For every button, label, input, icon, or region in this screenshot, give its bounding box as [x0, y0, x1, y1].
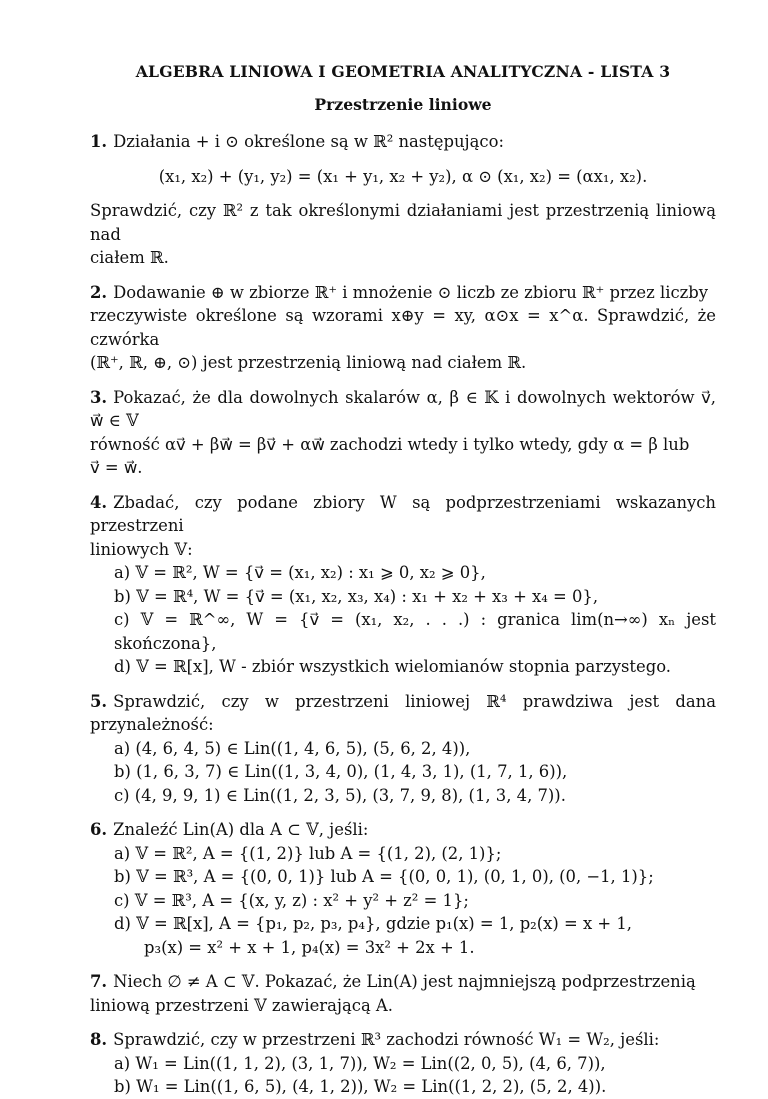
list-item: c) 𝕍 = ℝ³, A = {(x, y, z) : x² + y² + z² = 1}; [114, 890, 469, 910]
list-item: a) (4, 6, 4, 5) ∈ Lin((1, 4, 6, 5), (5, 6, 2, 4)), [114, 738, 471, 758]
problem-text: rzeczywiste określone są wzorami x⊕y = xy, α⊙x = x^α. Sprawdzić, że czwórka [90, 306, 716, 349]
problem-number: 5. [90, 691, 108, 711]
problem-number: 7. [90, 972, 108, 991]
problem-2 [90, 281, 716, 375]
problem-number: 2. [90, 282, 108, 302]
problem-number: 3. [90, 387, 108, 407]
problem-text: Sprawdzić, czy ℝ² z tak określonymi działaniami jest przestrzenią liniową nad [90, 201, 716, 244]
problem-text: równość αv⃗ + βw⃗ = βv⃗ + αw⃗ zachodzi wtedy i tylko wtedy, gdy α = β lub [90, 434, 690, 454]
list-item: a) 𝕍 = ℝ², A = {(1, 2)} lub A = {(1, 2), (2, 1)}; [114, 843, 502, 863]
list-item-continuation: p₃(x) = x² + x + 1, p₄(x) = 3x² + 2x + 1. [144, 937, 475, 957]
problem-6 [90, 818, 716, 959]
page-title: ALGEBRA LINIOWA I GEOMETRIA ANALITYCZNA - LISTA 3 [135, 62, 671, 81]
problem-3 [90, 386, 716, 480]
list-item: d) 𝕍 = ℝ[x], A = {p₁, p₂, p₃, p₄}, gdzie p₁(x) = 1, p₂(x) = x + 1, [114, 914, 632, 933]
display-equation: (x₁, x₂) + (y₁, y₂) = (x₁ + y₁, x₂ + y₂), α ⊙ (x₁, x₂) = (αx₁, x₂). [158, 166, 648, 186]
problem-5 [90, 690, 716, 808]
problem-text: Zbadać, czy podane zbiory W są podprzestrzeniami wskazanych przestrzeni [90, 492, 716, 535]
problem-text: Dodawanie ⊕ w zbiorze ℝ⁺ i mnożenie ⊙ liczb ze zbioru ℝ⁺ przez liczby [113, 282, 709, 302]
problem-text: (ℝ⁺, ℝ, ⊕, ⊙) jest przestrzenią liniową nad ciałem ℝ. [90, 353, 527, 372]
problem-number: 1. [90, 132, 108, 151]
problem-text: Znaleźć Lin(A) dla A ⊂ 𝕍, jeśli: [113, 820, 369, 839]
problem-text: Sprawdzić, czy w przestrzeni ℝ³ zachodzi równość W₁ = W₂, jeśli: [113, 1030, 660, 1049]
problem-text: Sprawdzić, czy w przestrzeni liniowej ℝ⁴ prawdziwa jest dana przynależność: [90, 691, 716, 734]
problem-text: ciałem ℝ. [90, 248, 169, 267]
problem-4 [90, 491, 716, 679]
problem-text: v⃗ = w⃗. [90, 458, 143, 477]
problem-text: Niech ∅ ≠ A ⊂ 𝕍. Pokazać, że Lin(A) jest najmniejszą podprzestrzenią [113, 972, 696, 991]
list-item: b) W₁ = Lin((1, 6, 5), (4, 1, 2)), W₂ = Lin((1, 2, 2), (5, 2, 4)). [114, 1077, 607, 1096]
problem-text: liniową przestrzeni 𝕍 zawierającą A. [90, 995, 393, 1015]
page-subtitle: Przestrzenie liniowe [314, 94, 492, 114]
problem-1 [90, 130, 716, 270]
list-item: b) (1, 6, 3, 7) ∈ Lin((1, 3, 4, 0), (1, 4, 3, 1), (1, 7, 1, 6)), [114, 762, 568, 781]
list-item: a) 𝕍 = ℝ², W = {v⃗ = (x₁, x₂) : x₁ ⩾ 0, x₂ ⩾ 0}, [114, 563, 486, 582]
problem-number: 8. [90, 1030, 108, 1049]
list-item: a) W₁ = Lin((1, 1, 2), (3, 1, 7)), W₂ = Lin((2, 0, 5), (4, 6, 7)), [114, 1053, 606, 1073]
list-item: c) 𝕍 = ℝ^∞, W = {v⃗ = (x₁, x₂, . . .) : granica lim(n→∞) xₙ jest skończona}, [114, 610, 716, 653]
problem-text: Pokazać, że dla dowolnych skalarów α, β ∈ 𝕂 i dowolnych wektorów v⃗, w⃗ ∈ 𝕍 [90, 387, 716, 430]
list-item: b) 𝕍 = ℝ³, A = {(0, 0, 1)} lub A = {(0, 0, 1), (0, 1, 0), (0, −1, 1)}; [114, 867, 654, 886]
list-item: c) (4, 9, 9, 1) ∈ Lin((1, 2, 3, 5), (3, 7, 9, 8), (1, 3, 4, 7)). [114, 785, 566, 805]
problem-text: liniowych 𝕍: [90, 539, 193, 559]
problem-number: 6. [90, 820, 108, 839]
problem-number: 4. [90, 492, 108, 512]
problem-8 [90, 1028, 716, 1099]
list-item: d) 𝕍 = ℝ[x], W - zbiór wszystkich wielomianów stopnia parzystego. [114, 657, 672, 676]
list-item: b) 𝕍 = ℝ⁴, W = {v⃗ = (x₁, x₂, x₃, x₄) : x₁ + x₂ + x₃ + x₄ = 0}, [114, 586, 599, 606]
problem-text: Działania + i ⊙ określone są w ℝ² następująco: [113, 132, 504, 151]
